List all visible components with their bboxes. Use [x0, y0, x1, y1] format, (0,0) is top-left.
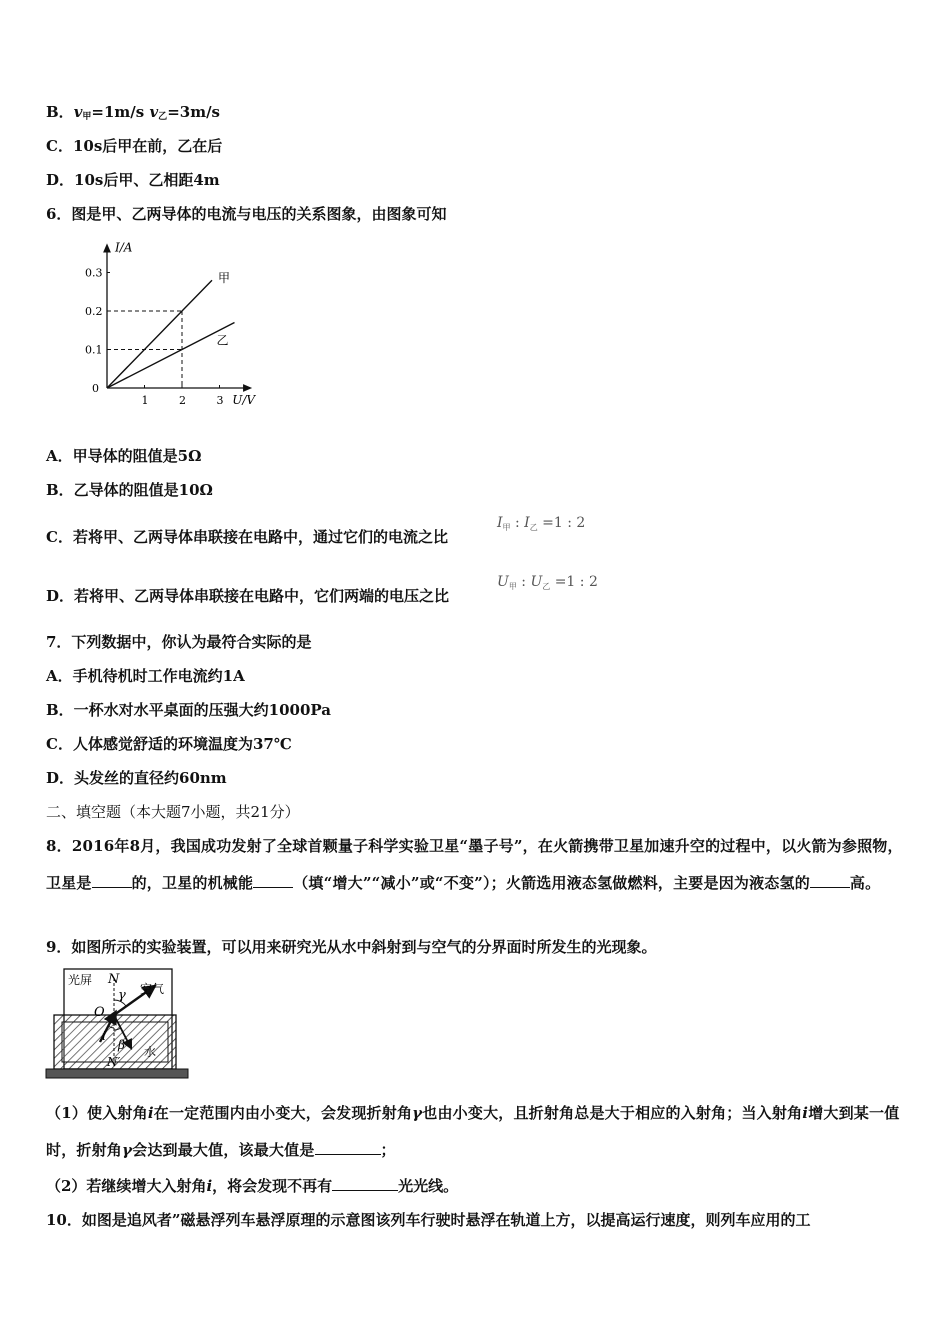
x-tick-label: 2 [179, 394, 186, 407]
iu-graph [80, 236, 280, 416]
y-tick-label: 0.3 [85, 266, 103, 280]
section-title: 二、填空题（本大题7小题，共21分） [46, 803, 300, 821]
base-plate [46, 1069, 188, 1078]
gamma-label: γ [118, 988, 126, 1003]
q9-stem: 9．如图所示的实验装置，可以用来研究光从水中斜射到与空气的分界面时所发生的光现象。 [46, 938, 657, 956]
screen-label: 光屏 [68, 973, 93, 987]
q9-blank-2[interactable] [332, 1176, 398, 1191]
air-label: 空气 [140, 982, 165, 996]
q6-option-d: D．若将甲、乙两导体串联接在电路中，它们两端的电压之比 [46, 587, 450, 605]
y-tick-label: 0.1 [85, 343, 103, 357]
q5-option-b: B．$v_甲=1m/s$ $v_乙=3m/s$ [46, 103, 220, 122]
q5-option-c: C．10s后甲在前，乙在后 [46, 137, 223, 155]
q10-stem: 10．如图是追风者”磁悬浮列车悬浮原理的示意图该列车行驶时悬浮在轨道上方，以提高运行速度，则列车应用的工 [46, 1211, 811, 1229]
q9-blank-1[interactable] [315, 1140, 381, 1155]
q6-option-c: C．若将甲、乙两导体串联接在电路中，通过它们的电流之比 [46, 528, 448, 546]
y-axis-label: I/A [115, 240, 133, 255]
i-label: i [102, 1029, 106, 1043]
q8-blank-3[interactable] [810, 873, 850, 888]
q7-option-c: C．人体感觉舒适的环境温度为37℃ [46, 735, 292, 753]
x-tick-label: 1 [141, 394, 149, 407]
normal-top-label: N [108, 972, 120, 987]
q6-option-d-ratio: $U_甲$ : $U_乙 =1$ : 2 [497, 574, 598, 591]
point-o-label: O [94, 1005, 105, 1020]
q7-option-b: B．一杯水对水平桌面的压强大约1000Pa [46, 701, 332, 719]
q5-option-d: D．10s后甲、乙相距4m [46, 171, 220, 189]
x-axis-label: U/V [232, 393, 256, 407]
q7-option-a: A．手机待机时工作电流约1A [46, 667, 245, 685]
series-line-yi [107, 323, 235, 388]
refraction-figure [44, 966, 194, 1084]
series-label-yi: 乙 [216, 333, 229, 348]
q6-option-b: B．乙导体的阻值是10Ω [46, 481, 213, 499]
normal-bottom-label: N′ [107, 1055, 121, 1069]
y-tick-label: 0.2 [85, 305, 103, 318]
series-line-jia [107, 280, 212, 388]
x-tick-label: 3 [216, 394, 224, 407]
q8-text: 8．2016年8月，我国成功发射了全球首颗量子科学实验卫星“墨子号”，在火箭携带卫星加速升空的过程中，以火箭为参照物，卫星是 的，卫星的机械能 （填“增大”“减小”或“不变”）；火箭选用液态氢做燃料，主要是因为液态氢的 高。 [46, 837, 903, 892]
q9-sub1: （1）使入射角i在一定范围内由小变大，会发现折射角γ也由小变大，且折射角总是大于相应的入射角；当入射角i增大到某一值时，折射角γ会达到最大值，该最大值是 ； [46, 1104, 900, 1159]
q6-option-a: A．甲导体的阻值是5Ω [46, 447, 202, 465]
q6-stem: 6．图是甲、乙两导体的电流与电压的关系图象，由图象可知 [46, 205, 447, 223]
q7-option-d: D．头发丝的直径约60nm [46, 769, 227, 787]
q9-sub2: （2）若继续增大入射角i，将会发现不再有 光光线。 [46, 1177, 459, 1195]
q7-stem: 7．下列数据中，你认为最符合实际的是 [46, 633, 312, 651]
water-label: 水 [144, 1045, 157, 1059]
origin-label: 0 [92, 382, 99, 395]
q8-blank-2[interactable] [253, 873, 293, 888]
q6-option-c-ratio: $I_甲$ : $I_乙 =1$ : 2 [497, 515, 586, 532]
beta-label: β [118, 1038, 125, 1052]
q8-blank-1[interactable] [92, 873, 132, 888]
series-label-jia: 甲 [218, 271, 231, 286]
